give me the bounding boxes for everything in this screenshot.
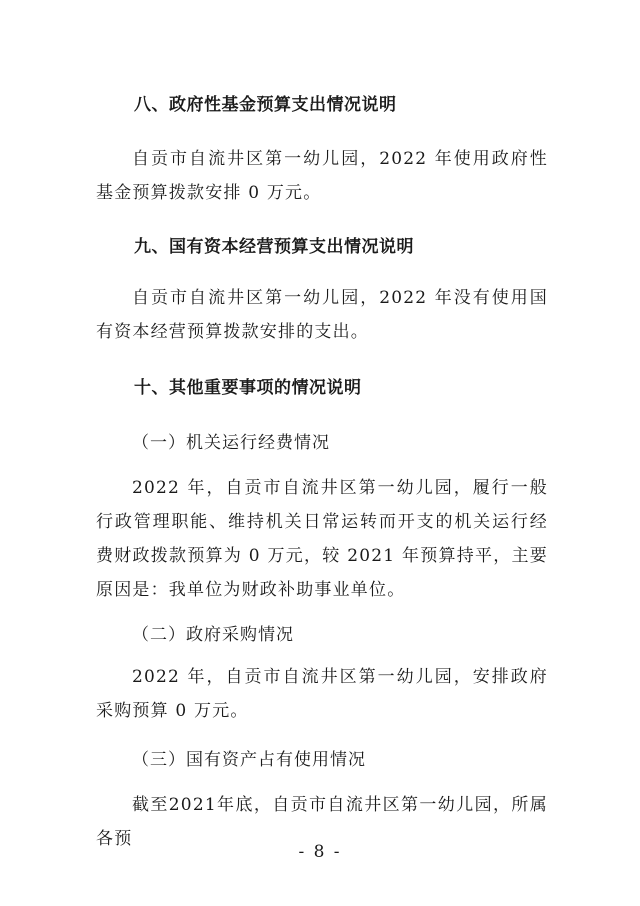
section-10-heading: 十、其他重要事项的情况说明: [134, 378, 362, 398]
section-8-body: 自贡市自流井区第一幼儿园，2022 年使用政府性基金预算拨款安排 0 万元。: [96, 149, 548, 203]
subsection-1-title: （一）机关运行经费情况: [132, 433, 330, 453]
section-8-heading: 八、政府性基金预算支出情况说明: [134, 95, 397, 115]
page-number: - 8 -: [298, 842, 342, 862]
subsection-2-title: （二）政府采购情况: [132, 625, 294, 645]
subsection-2-body: 2022 年，自贡市自流井区第一幼儿园，安排政府采购预算 0 万元。: [96, 667, 548, 721]
subsection-1-body: 2022 年，自贡市自流井区第一幼儿园，履行一般行政管理职能、维持机关日常运转而开支的机关运行经费财政拨款预算为 0 万元，较 2021 年预算持平，主要原因是：我单位为财政补助事业单位。: [96, 478, 548, 600]
subsection-3-title: （三）国有资产占有使用情况: [132, 750, 366, 770]
section-9-heading: 九、国有资本经营预算支出情况说明: [134, 237, 414, 257]
subsection-3-body: 截至2021年底，自贡市自流井区第一幼儿园，所属各预: [96, 795, 548, 849]
section-9-body: 自贡市自流井区第一幼儿园，2022 年没有使用国有资本经营预算拨款安排的支出。: [96, 288, 548, 342]
